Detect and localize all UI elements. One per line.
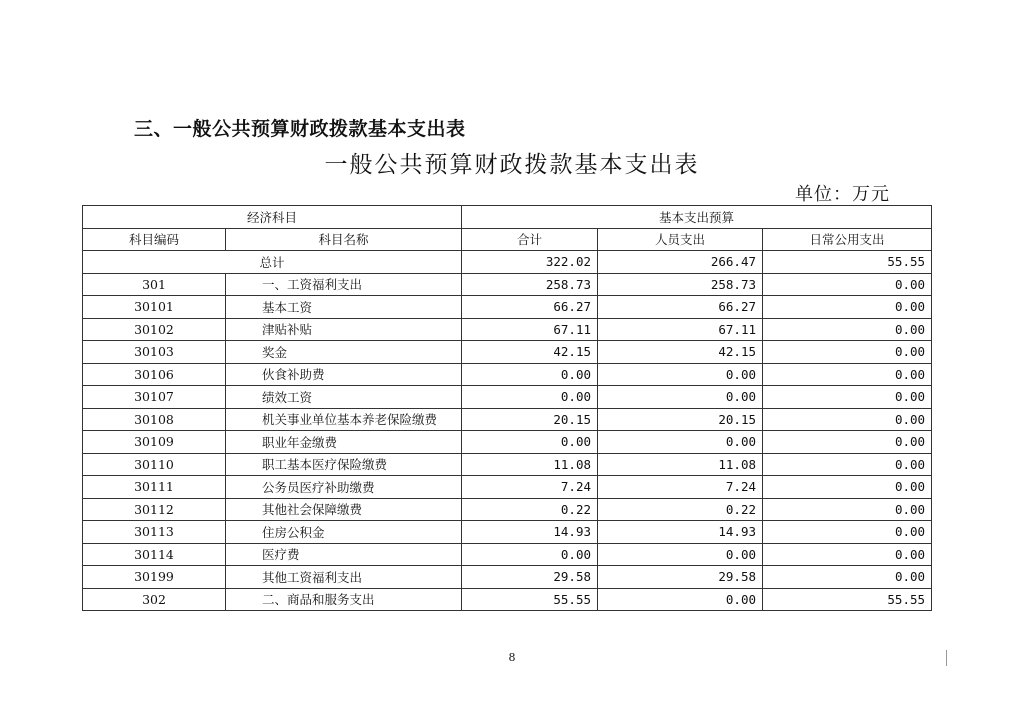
row-total: 0.00 [462, 431, 598, 454]
row-total: 20.15 [462, 408, 598, 431]
total-label: 总计 [83, 251, 462, 274]
row-personnel: 20.15 [598, 408, 763, 431]
table-row [83, 588, 932, 611]
row-personnel: 14.93 [598, 521, 763, 544]
table-row [83, 476, 932, 499]
row-name: 绩效工资 [226, 386, 462, 409]
table-row [83, 566, 932, 589]
row-daily: 0.00 [763, 273, 932, 296]
row-personnel: 66.27 [598, 296, 763, 319]
row-total: 67.11 [462, 318, 598, 341]
table-row [83, 386, 932, 409]
row-total: 42.15 [462, 341, 598, 364]
row-code: 30103 [83, 341, 226, 364]
row-name: 二、商品和服务支出 [226, 588, 462, 611]
table-row [83, 453, 932, 476]
row-daily: 55.55 [763, 588, 932, 611]
budget-table [82, 205, 932, 611]
header-column-row [83, 228, 932, 251]
row-personnel: 0.00 [598, 386, 763, 409]
row-code: 30109 [83, 431, 226, 454]
total-row [83, 251, 932, 274]
header-economic-subject: 经济科目 [83, 206, 462, 229]
row-code: 30106 [83, 363, 226, 386]
row-personnel: 0.00 [598, 363, 763, 386]
row-total: 258.73 [462, 273, 598, 296]
row-daily: 0.00 [763, 341, 932, 364]
row-name: 基本工资 [226, 296, 462, 319]
table-row [83, 498, 932, 521]
row-daily: 0.00 [763, 318, 932, 341]
row-daily: 0.00 [763, 521, 932, 544]
row-total: 14.93 [462, 521, 598, 544]
row-personnel: 42.15 [598, 341, 763, 364]
row-total: 0.00 [462, 363, 598, 386]
row-daily: 0.00 [763, 543, 932, 566]
row-total: 55.55 [462, 588, 598, 611]
row-personnel: 67.11 [598, 318, 763, 341]
row-daily: 0.00 [763, 453, 932, 476]
row-code: 302 [83, 588, 226, 611]
row-name: 伙食补助费 [226, 363, 462, 386]
table-row [83, 408, 932, 431]
row-code: 30101 [83, 296, 226, 319]
row-name: 住房公积金 [226, 521, 462, 544]
row-code: 30110 [83, 453, 226, 476]
table-title: 一般公共预算财政拨款基本支出表 [324, 152, 700, 178]
page-number: 8 [508, 651, 516, 664]
row-total: 66.27 [462, 296, 598, 319]
table-row [83, 521, 932, 544]
table-row [83, 273, 932, 296]
row-name: 职业年金缴费 [226, 431, 462, 454]
row-code: 30113 [83, 521, 226, 544]
row-code: 301 [83, 273, 226, 296]
row-personnel: 258.73 [598, 273, 763, 296]
table-row [83, 363, 932, 386]
header-personnel: 人员支出 [598, 228, 763, 251]
unit-label: 单位：万元 [795, 184, 890, 205]
header-group-row [83, 206, 932, 229]
header-total: 合计 [462, 228, 598, 251]
row-personnel: 29.58 [598, 566, 763, 589]
table-row [83, 296, 932, 319]
total-daily: 55.55 [763, 251, 932, 274]
row-name: 公务员医疗补助缴费 [226, 476, 462, 499]
row-code: 30108 [83, 408, 226, 431]
row-daily: 0.00 [763, 476, 932, 499]
row-name: 其他社会保障缴费 [226, 498, 462, 521]
total-personnel: 266.47 [598, 251, 763, 274]
row-total: 0.22 [462, 498, 598, 521]
row-daily: 0.00 [763, 408, 932, 431]
header-daily: 日常公用支出 [763, 228, 932, 251]
row-code: 30112 [83, 498, 226, 521]
row-code: 30107 [83, 386, 226, 409]
row-personnel: 7.24 [598, 476, 763, 499]
row-code: 30102 [83, 318, 226, 341]
row-personnel: 0.00 [598, 431, 763, 454]
row-personnel: 11.08 [598, 453, 763, 476]
row-name: 职工基本医疗保险缴费 [226, 453, 462, 476]
row-code: 30111 [83, 476, 226, 499]
row-name: 一、工资福利支出 [226, 273, 462, 296]
row-name: 其他工资福利支出 [226, 566, 462, 589]
row-daily: 0.00 [763, 386, 932, 409]
table-row [83, 431, 932, 454]
row-code: 30199 [83, 566, 226, 589]
section-heading: 三、一般公共预算财政拨款基本支出表 [134, 118, 466, 140]
row-total: 29.58 [462, 566, 598, 589]
table-row [83, 318, 932, 341]
row-total: 11.08 [462, 453, 598, 476]
header-basic-expenditure: 基本支出预算 [462, 206, 932, 229]
header-code: 科目编码 [83, 228, 226, 251]
row-daily: 0.00 [763, 566, 932, 589]
header-name: 科目名称 [226, 228, 462, 251]
row-total: 0.00 [462, 386, 598, 409]
row-total: 0.00 [462, 543, 598, 566]
row-name: 医疗费 [226, 543, 462, 566]
row-daily: 0.00 [763, 431, 932, 454]
row-personnel: 0.00 [598, 543, 763, 566]
row-name: 机关事业单位基本养老保险缴费 [226, 408, 462, 431]
margin-mark [946, 650, 947, 666]
row-personnel: 0.22 [598, 498, 763, 521]
row-daily: 0.00 [763, 363, 932, 386]
total-total: 322.02 [462, 251, 598, 274]
table-row [83, 543, 932, 566]
row-daily: 0.00 [763, 296, 932, 319]
row-name: 奖金 [226, 341, 462, 364]
table-row [83, 341, 932, 364]
row-personnel: 0.00 [598, 588, 763, 611]
row-total: 7.24 [462, 476, 598, 499]
row-code: 30114 [83, 543, 226, 566]
row-daily: 0.00 [763, 498, 932, 521]
row-name: 津贴补贴 [226, 318, 462, 341]
